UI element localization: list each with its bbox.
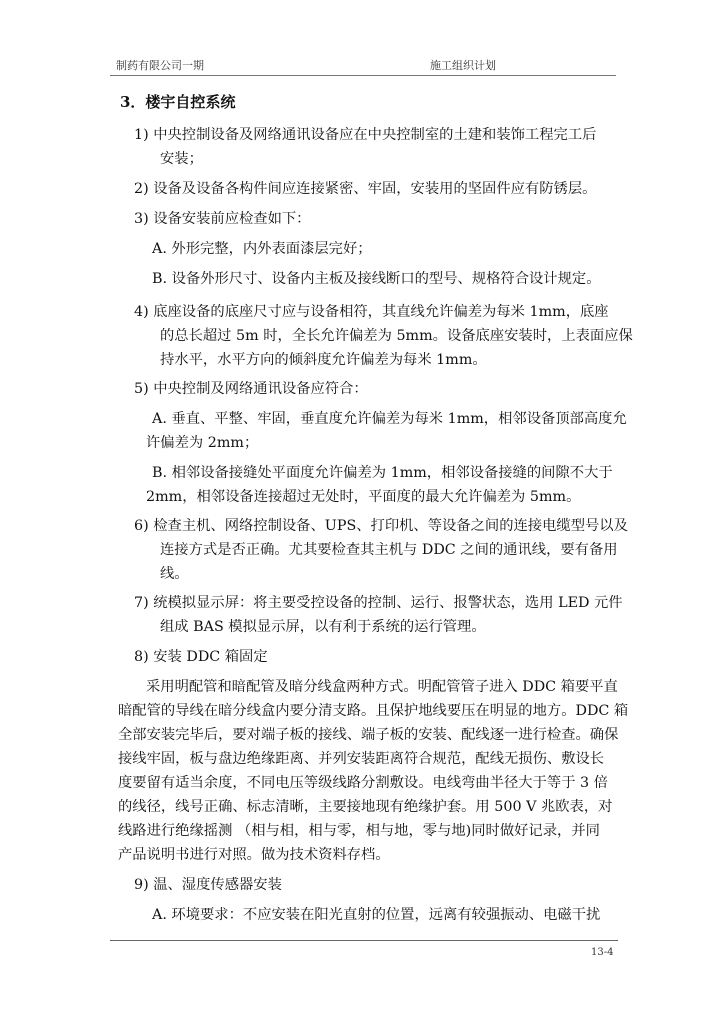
item-1-line-2: 安装；: [160, 151, 203, 167]
item-5-b-line-1: B. 相邻设备接缝处平面度允许偏差为 1mm，相邻设备接缝的间隙不大于: [152, 465, 613, 481]
item-7-line-2: 组成 BAS 模拟显示屏，以有利于系统的运行管理。: [160, 619, 486, 635]
page-number: 13-4: [591, 947, 614, 958]
item-6-line-1: 6) 检查主机、网络控制设备、UPS、打印机、等设备之间的连接电缆型号以及: [134, 518, 628, 534]
item-8: 8) 安装 DDC 箱固定: [134, 649, 268, 665]
footer-divider: [110, 940, 618, 941]
item-6-line-2: 连接方式是否正确。尤其要检查其主机与 DDC 之间的通讯线，要有备用: [160, 542, 618, 558]
body-line-2: 暗配管的导线在暗分线盒内要分清支路。且保护地线要压在明显的地方。DDC 箱: [118, 703, 629, 719]
item-4-line-3: 持水平，水平方向的倾斜度允许偏差为每米 1mm。: [160, 352, 487, 368]
body-line-8: 产品说明书进行对照。做为技术资料存档。: [118, 847, 390, 863]
item-5-a-line-2: 许偏差为 2mm；: [146, 435, 259, 451]
item-9: 9) 温、湿度传感器安装: [134, 877, 282, 893]
body-line-1: 采用明配管和暗配管及暗分线盒两种方式。明配管管子进入 DDC 箱要平直: [146, 679, 618, 695]
item-2: 2) 设备及设备各构件间应连接紧密、牢固，安装用的坚固件应有防锈层。: [134, 181, 597, 197]
item-5: 5) 中央控制及网络通讯设备应符合：: [134, 381, 368, 397]
header-company: 制药有限公司一期: [116, 59, 204, 72]
item-3: 3) 设备安装前应检查如下：: [134, 211, 311, 227]
body-line-4: 接线牢固，板与盘边绝缘距离、并列安装距离符合规范，配线无损伤、敷设长: [118, 751, 605, 767]
page-header: [110, 57, 616, 73]
item-4-line-1: 4) 底座设备的底座尺寸应与设备相符，其直线允许偏差为每米 1mm，底座: [134, 304, 609, 320]
body-line-5: 度要留有适当余度，不同电压等级线路分割敷设。电线弯曲半径大于等于 3 倍: [118, 775, 608, 791]
item-3-b: B. 设备外形尺寸、设备内主板及接线断口的型号、规格符合设计规定。: [152, 271, 601, 287]
item-4-line-2: 的总长超过 5m 时，全长允许偏差为 5mm。设备底座安装时，上表面应保: [160, 328, 633, 344]
item-3-a: A. 外形完整，内外表面漆层完好；: [152, 241, 372, 257]
body-line-7: 线路进行绝缘摇测 （相与相，相与零，相与地，零与地)同时做好记录，并同: [118, 823, 600, 839]
item-9-a: A. 环境要求：不应安装在阳光直射的位置，远离有较强振动、电磁干扰: [152, 907, 601, 923]
header-doc-title: 施工组织计划: [430, 59, 496, 72]
header-divider: [110, 75, 616, 76]
item-7-line-1: 7) 统模拟显示屏：将主要受控设备的控制、运行、报警状态，选用 LED 元件: [134, 595, 623, 611]
section-title: 3．楼宇自控系统: [120, 93, 236, 111]
item-1-line-1: 1) 中央控制设备及网络通讯设备应在中央控制室的土建和装饰工程完工后: [134, 127, 597, 143]
body-line-6: 的线径，线号正确、标志清晰，主要接地现有绝缘护套。用 500 V 兆欧表，对: [118, 799, 613, 815]
item-6-line-3: 线。: [160, 566, 189, 582]
item-5-b-line-2: 2mm，相邻设备连接超过无处时，平面度的最大允许偏差为 5mm。: [146, 489, 581, 505]
body-line-3: 全部安装完毕后，要对端子板的接线、端子板的安装、配线逐一进行检查。确保: [118, 727, 619, 743]
item-5-a-line-1: A. 垂直、平整、牢固，垂直度允许偏差为每米 1mm，相邻设备顶部高度允: [152, 411, 627, 427]
